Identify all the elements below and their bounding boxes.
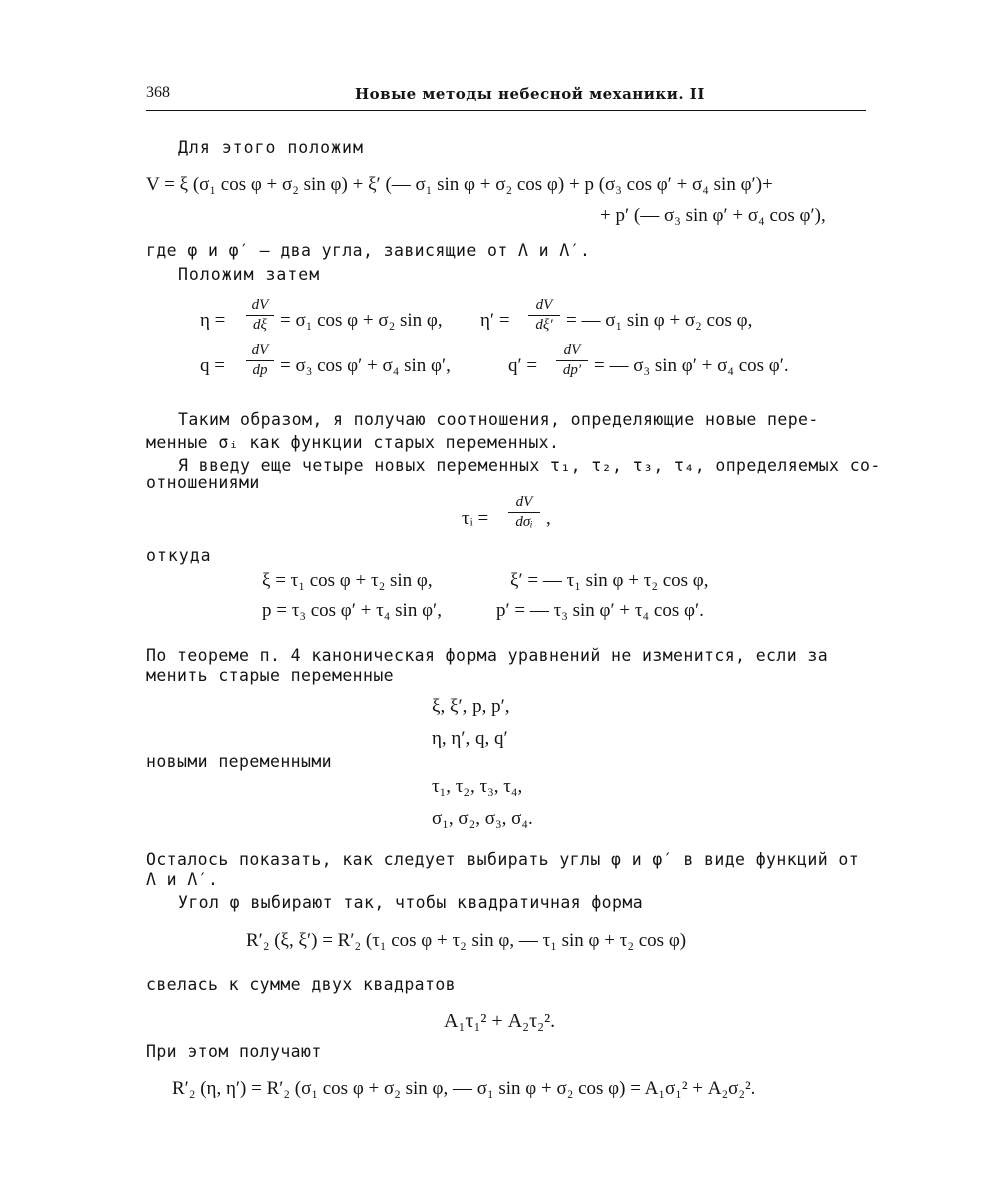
fraction-denominator: dp bbox=[252, 362, 268, 378]
paragraph-thus-line1: Таким образом, я получаю соотношения, определяющие новые пере- bbox=[178, 410, 819, 429]
qp-lhs: q′ = bbox=[508, 355, 538, 376]
paragraph-sum-of-squares: свелась к сумме двух квадратов bbox=[146, 975, 457, 994]
paragraph-introduce-line2: отношениями bbox=[146, 473, 260, 492]
paragraph-angle-choice: Угол φ выбирают так, чтобы квадратичная форма bbox=[178, 893, 644, 912]
q-lhs: q = bbox=[200, 355, 225, 376]
old-variables-row2: η, η′, q, q′ bbox=[432, 728, 508, 749]
q-rhs: = σ₃ cos φ′ + σ₄ sin φ′, bbox=[280, 355, 451, 376]
qp-fraction bbox=[556, 342, 588, 380]
fraction-denominator: dp′ bbox=[562, 362, 582, 378]
fraction-denominator: dξ′ bbox=[535, 317, 553, 333]
paragraph-whence: откуда bbox=[146, 546, 212, 565]
header-rule bbox=[146, 110, 866, 111]
fraction-denominator: dσᵢ bbox=[515, 514, 533, 530]
paragraph-thus-line2: менные σᵢ как функции старых переменных. bbox=[146, 433, 560, 452]
paragraph-new-variables: новыми переменными bbox=[146, 752, 333, 771]
paragraph-remains-line2: Λ и Λ′. bbox=[146, 870, 219, 889]
etap-fraction bbox=[528, 297, 560, 335]
paragraph-introduce-line1: Я введу еще четыре новых переменных τ₁, τ₂, τ₃, τ₄, определяемых со- bbox=[178, 456, 881, 475]
new-variables-row1: τ₁, τ₂, τ₃, τ₄, bbox=[432, 776, 523, 797]
new-variables-row2: σ₁, σ₂, σ₃, σ₄. bbox=[432, 808, 533, 829]
fraction-numerator: dV bbox=[251, 342, 269, 358]
equation-quadratic-form: R′₂ (ξ, ξ′) = R′₂ (τ₁ cos φ + τ₂ sin φ, — τ₁ sin φ + τ₂ cos φ) bbox=[246, 930, 687, 951]
paragraph-then: Положим затем bbox=[178, 265, 321, 284]
fraction-numerator: dV bbox=[535, 297, 553, 313]
equation-V-line2: + p′ (— σ₃ sin φ′ + σ₄ cos φ′), bbox=[600, 205, 826, 226]
equation-p: p = τ₃ cos φ′ + τ₄ sin φ′, bbox=[262, 600, 442, 621]
equation-xi: ξ = τ₁ cos φ + τ₂ sin φ, bbox=[262, 570, 433, 591]
page-number: 368 bbox=[146, 84, 170, 101]
old-variables-row1: ξ, ξ′, p, p′, bbox=[432, 696, 510, 717]
qp-rhs: = — σ₃ sin φ′ + σ₄ cos φ′. bbox=[594, 355, 789, 376]
fraction-numerator: dV bbox=[515, 494, 533, 510]
equation-result: R′₂ (η, η′) = R′₂ (σ₁ cos φ + σ₂ sin φ, — σ₁ sin φ + σ₂ cos φ) = A₁σ₁² + A₂σ₂². bbox=[172, 1078, 756, 1099]
tau-comma: , bbox=[546, 508, 551, 529]
q-fraction bbox=[246, 342, 274, 380]
paragraph-obtained: При этом получают bbox=[146, 1042, 322, 1061]
eta-lhs: η = bbox=[200, 310, 226, 331]
tau-fraction bbox=[508, 494, 540, 532]
paragraph-angles: где φ и φ′ — два угла, зависящие от Λ и Λ′. bbox=[146, 241, 591, 260]
equation-V-line1: V = ξ (σ₁ cos φ + σ₂ sin φ) + ξ′ (— σ₁ sin φ + σ₂ cos φ) + p (σ₃ cos φ′ + σ₄ sin φ′)+ bbox=[146, 174, 773, 195]
tau-lhs: τᵢ = bbox=[462, 508, 489, 529]
paragraph-theorem-line2: менить старые переменные bbox=[146, 666, 395, 685]
fraction-numerator: dV bbox=[251, 297, 269, 313]
equation-p-prime: p′ = — τ₃ sin φ′ + τ₄ cos φ′. bbox=[496, 600, 704, 621]
paragraph-theorem-line1: По теореме п. 4 каноническая форма уравнений не изменится, если за bbox=[146, 646, 829, 665]
fraction-denominator: dξ bbox=[253, 317, 267, 333]
eta-rhs: = σ₁ cos φ + σ₂ sin φ, bbox=[280, 310, 443, 331]
etap-rhs: = — σ₁ sin φ + σ₂ cos φ, bbox=[566, 310, 753, 331]
paragraph-intro: Для этого положим bbox=[178, 138, 364, 157]
eta-fraction bbox=[246, 297, 274, 335]
running-title: Новые методы небесной механики. II bbox=[355, 85, 705, 103]
equation-xi-prime: ξ′ = — τ₁ sin φ + τ₂ cos φ, bbox=[510, 570, 709, 591]
etap-lhs: η′ = bbox=[480, 310, 510, 331]
fraction-numerator: dV bbox=[563, 342, 581, 358]
equation-sum-of-squares: A₁τ₁² + A₂τ₂². bbox=[444, 1010, 556, 1032]
paragraph-remains-line1: Осталось показать, как следует выбирать углы φ и φ′ в виде функций от bbox=[146, 850, 860, 869]
